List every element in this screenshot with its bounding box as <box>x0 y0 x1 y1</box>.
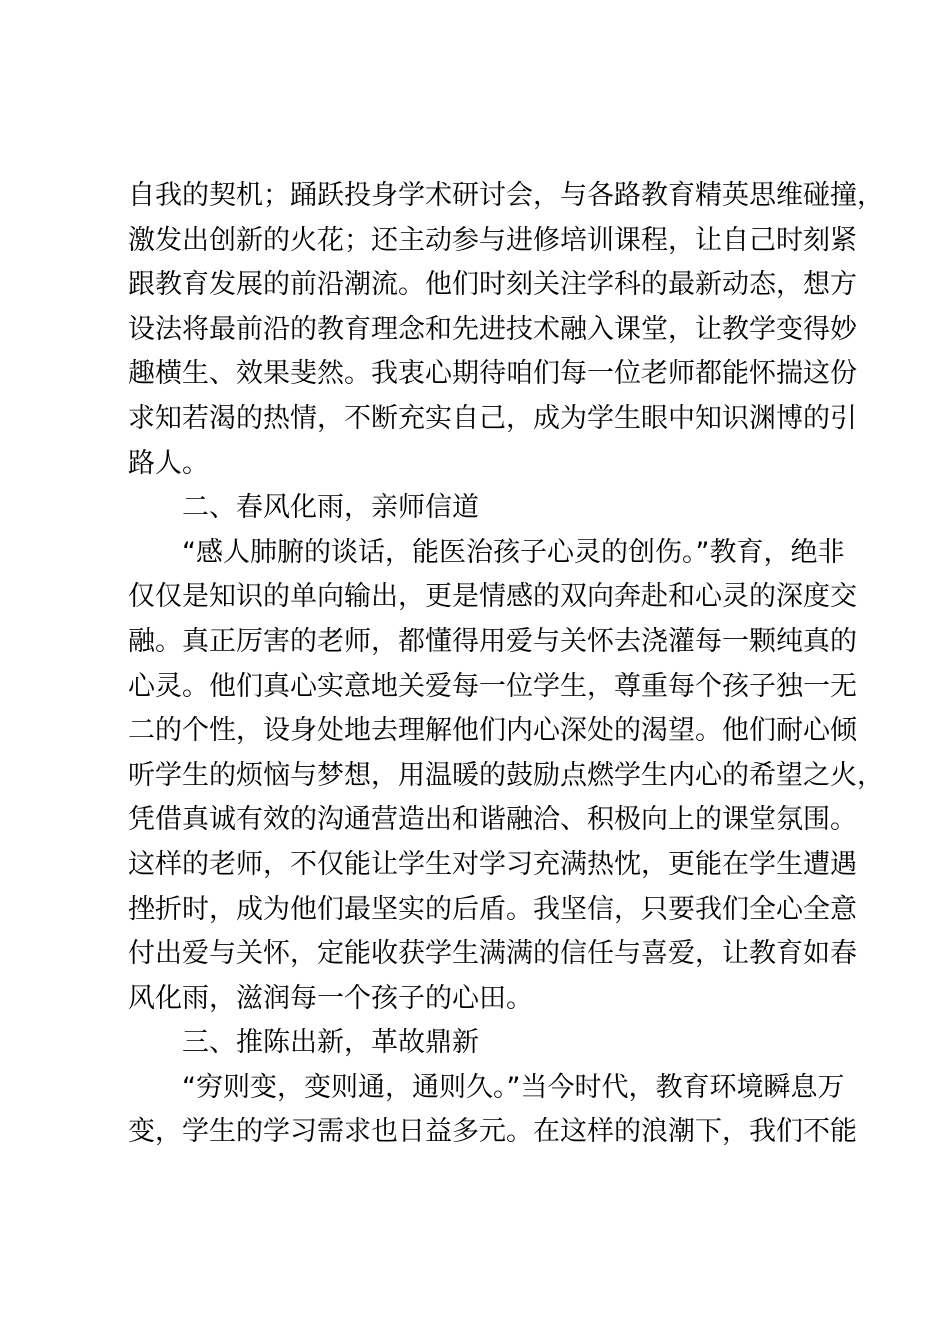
section-heading: 二、春风化雨，亲师信道 <box>182 492 479 524</box>
body-text <box>128 174 884 1155</box>
text-line: 风化雨，滋润每一个孩子的心田。 <box>128 982 533 1014</box>
text-line: 设法将最前沿的教育理念和先进技术融入课堂，让教学变得妙 <box>128 313 857 345</box>
text-line: “穷则变，变则通，通则久。”当今时代，教育环境瞬息万 <box>182 1071 845 1103</box>
text-line: 二的个性，设身处地去理解他们内心深处的渴望。他们耐心倾 <box>128 715 857 747</box>
text-line: 趣横生、效果斐然。我衷心期待咱们每一位老师都能怀揣这份 <box>128 358 857 390</box>
text-line: 挫折时，成为他们最坚实的后盾。我坚信，只要我们全心全意 <box>128 893 857 925</box>
section-heading: 三、推陈出新，革故鼎新 <box>182 1027 479 1059</box>
text-line: “感人肺腑的谈话，能医治孩子心灵的创伤。”教育，绝非 <box>182 536 845 568</box>
text-line: 这样的老师，不仅能让学生对学习充满热忱，更能在学生遭遇 <box>128 848 857 880</box>
text-line: 心灵。他们真心实意地关爱每一位学生，尊重每个孩子独一无 <box>128 670 857 702</box>
text-line: 仅仅是知识的单向输出，更是情感的双向奔赴和心灵的深度交 <box>128 581 857 613</box>
text-line: 求知若渴的热情，不断充实自己，成为学生眼中知识渊博的引 <box>128 402 857 434</box>
text-line: 听学生的烦恼与梦想，用温暖的鼓励点燃学生内心的希望之火， <box>128 759 884 791</box>
text-line: 路人。 <box>128 447 209 479</box>
text-line: 融。真正厉害的老师，都懂得用爱与关怀去浇灌每一颗纯真的 <box>128 625 857 657</box>
text-line: 激发出创新的火花；还主动参与进修培训课程，让自己时刻紧 <box>128 224 857 256</box>
text-line: 变，学生的学习需求也日益多元。在这样的浪潮下，我们不能 <box>128 1116 857 1148</box>
text-line: 付出爱与关怀，定能收获学生满满的信任与喜爱，让教育如春 <box>128 938 857 970</box>
text-line: 凭借真诚有效的沟通营造出和谐融洽、积极向上的课堂氛围。 <box>128 804 857 836</box>
text-line: 自我的契机；踊跃投身学术研讨会，与各路教育精英思维碰撞， <box>128 180 884 211</box>
text-line: 跟教育发展的前沿潮流。他们时刻关注学科的最新动态，想方 <box>128 269 857 301</box>
